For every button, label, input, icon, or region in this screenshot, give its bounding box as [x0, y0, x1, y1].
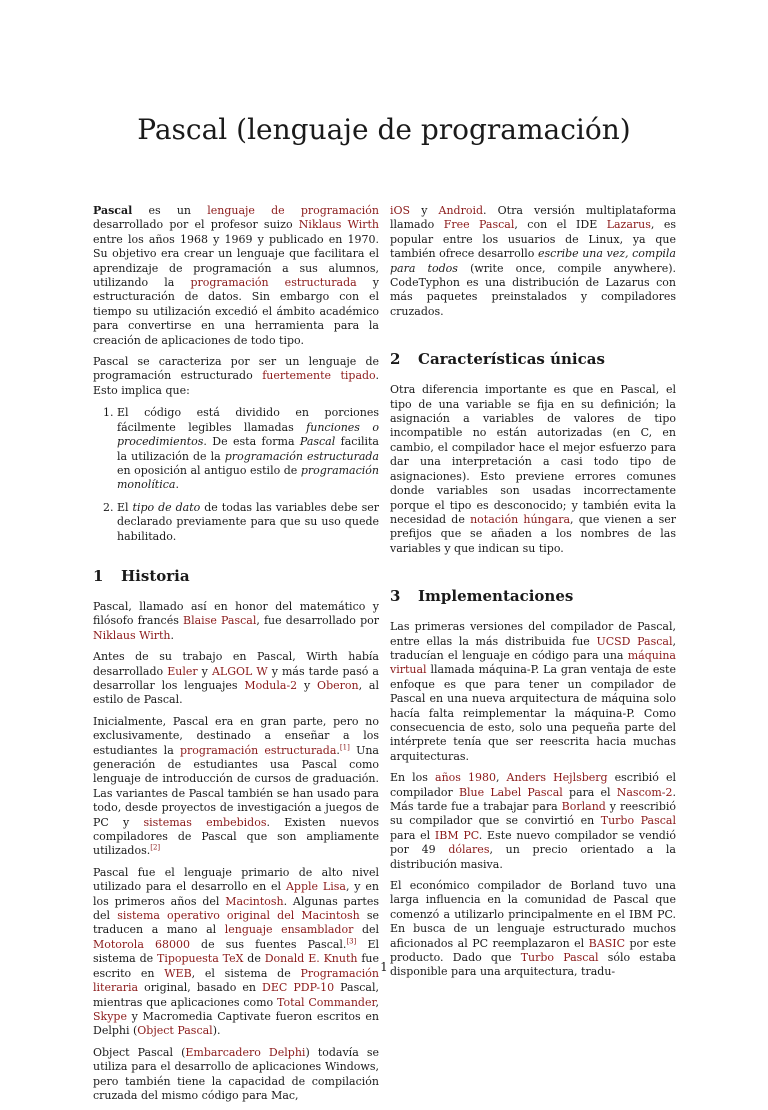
- link-maquina-virtual[interactable]: máquina virtual: [390, 648, 676, 677]
- text-run: y: [297, 678, 318, 692]
- intro-paragraph-2: [93, 355, 379, 398]
- link-euler[interactable]: Euler: [167, 664, 198, 678]
- text-run: fue escrito en: [93, 952, 379, 980]
- text-run: ,: [495, 771, 507, 785]
- text-run: Pascal se caracteriza por ser un lenguaje de programación estructurado: [93, 355, 379, 383]
- section-title: Implementaciones: [418, 587, 574, 606]
- text-run: , al estilo de Pascal.: [93, 678, 379, 707]
- text-run: y más tarde pasó a desarrollar los lenguajes: [93, 664, 379, 692]
- link-skype[interactable]: Skype: [93, 1009, 127, 1023]
- text-run: Otra diferencia importante es que en Pascal, el tipo de una variable se fija en su definición; la asignación a variables de valores de tipo incompatible no están autorizadas (en C, en cambio, el compilador hace el mejor esfuerzo para dar una interpretación a casi todo tipo de asignaciones). Esto previene errores comunes donde variables son usadas incorrectamente porque el tipo es desconocido; y también evita la necesidad de: [390, 383, 676, 526]
- text-run: . Este nuevo compilador se vendió por 49: [390, 828, 676, 857]
- text-run: y reescribió su compilador que se convirtió en: [390, 800, 677, 828]
- link-niklaus-wirth[interactable]: Niklaus Wirth: [93, 628, 171, 642]
- text-run: El sistema de: [93, 937, 379, 966]
- historia-paragraph-4: [93, 866, 379, 1039]
- text-run: para el: [390, 828, 435, 842]
- emphasis: programación monolítica: [117, 463, 379, 492]
- link-apple-lisa[interactable]: Apple Lisa: [285, 880, 346, 894]
- implementaciones-paragraph-1: [390, 620, 676, 764]
- link-object-pascal[interactable]: Object Pascal: [137, 1024, 213, 1038]
- text-run: llamada máquina-P. La gran ventaja de este enfoque es que para tener un compilador de Pascal en una nueva arquitectura de máquina solo hacía falta reimplementar la máquina-P. Como consecuencia de esto, solo una pequeña parte del intérprete tenía que ser reescrita hacia muchas arquitecturas.: [390, 663, 676, 763]
- text-run: y estructuración de datos. Sin embargo con el tiempo su utilización excedió el ámbito académico para convertirse en una herramienta para la creación de aplicaciones de todo tipo.: [93, 276, 379, 347]
- text-run: escribió el compilador: [390, 771, 676, 799]
- section-heading-caracteristicas: [390, 349, 676, 369]
- section-number: 1: [93, 566, 104, 585]
- link-programacion-estructurada[interactable]: programación estructurada: [180, 743, 337, 757]
- text-run: es un: [132, 204, 208, 217]
- text-run: de sus fuentes Pascal.: [189, 937, 347, 951]
- intro-paragraph-1: [93, 204, 379, 348]
- link-ucsd-pascal[interactable]: UCSD Pascal: [596, 634, 673, 648]
- link-sistema-operativo-macintosh[interactable]: sistema operativo original del Macintosh: [117, 909, 360, 923]
- right-column: [390, 204, 676, 987]
- historia-paragraph-2: [93, 650, 379, 708]
- link-lenguaje-de-programacion[interactable]: lenguaje de programación: [207, 204, 379, 217]
- text-run: (write once, compile anywhere). CodeTyphon es una distribución de Lazarus con más paquetes preinstalados y compiladores cruzados.: [390, 261, 677, 318]
- historia-paragraph-1: [93, 600, 379, 643]
- link-motorola-68000[interactable]: Motorola 68000: [93, 937, 190, 951]
- text-run: El económico compilador de Borland tuvo una larga influencia en la comunidad de Pascal que comenzó a utilizarlo principalmente en el IBM PC. En busca de un lenguaje estructurado muchos aficionados al PC reemplazaron el: [390, 879, 676, 950]
- link-programacion-literaria[interactable]: Programación literaria: [93, 966, 379, 995]
- link-lazarus[interactable]: Lazarus: [606, 218, 651, 232]
- text-run: y: [197, 664, 212, 678]
- link-android[interactable]: Android: [438, 204, 484, 217]
- section-title: Características únicas: [418, 350, 605, 369]
- historia-paragraph-5-start: [93, 1046, 379, 1104]
- characteristics-list: [93, 406, 379, 544]
- text-run: facilita la utilización de la: [117, 435, 379, 463]
- section-number: 2: [390, 350, 401, 369]
- link-free-pascal[interactable]: Free Pascal: [443, 218, 515, 232]
- article-subject-term: Pascal: [93, 204, 133, 217]
- page-number: 1: [380, 960, 388, 974]
- citation-ref[interactable]: [1]: [339, 742, 350, 751]
- emphasis: tipo de dato: [132, 500, 201, 514]
- text-run: . Más tarde fue a trabajar para: [390, 785, 677, 813]
- link-tipopuesta-tex[interactable]: Tipopuesta TeX: [156, 952, 244, 966]
- emphasis: funciones o procedimientos: [117, 420, 379, 449]
- text-run: . De esta forma: [203, 435, 300, 449]
- link-borland[interactable]: Borland: [561, 800, 606, 813]
- text-run: .: [175, 478, 179, 492]
- text-run: El código está dividido en porciones fácilmente legibles llamadas: [117, 406, 379, 434]
- text-run: entre los años 1968 y 1969 y publicado en 1970. Su objetivo era crear un lenguaje que facilitara el aprendizaje de programación a sus alumnos, utilizando la: [93, 232, 379, 290]
- emphasis: Pascal: [299, 435, 336, 449]
- text-run: Inicialmente, Pascal era en gran parte, pero no exclusivamente, destinado a enseñar a los estudiantes la: [93, 714, 379, 757]
- text-run: . Esto implica que:: [93, 369, 379, 397]
- text-run: Antes de su trabajo en Pascal, Wirth había desarrollado: [93, 650, 379, 678]
- list-item: [117, 406, 379, 492]
- text-run: , y en los primeros años del: [93, 880, 379, 908]
- emphasis: escribe una vez, compila para todos: [390, 247, 676, 275]
- text-run: sólo estaba disponible para una arquitectura, tradu-: [390, 951, 676, 979]
- link-notacion-hungara[interactable]: notación húngara: [470, 512, 571, 526]
- link-algol-w[interactable]: ALGOL W: [211, 664, 268, 678]
- text-run: Pascal, mientras que aplicaciones como: [93, 981, 379, 1009]
- text-run: , el sistema de: [191, 966, 301, 980]
- page-title: Pascal (lenguaje de programación): [137, 113, 631, 146]
- text-run: en oposición al antiguo estilo de: [117, 463, 301, 477]
- link-programacion-estructurada[interactable]: programación estructurada: [190, 276, 357, 290]
- section-heading-historia: [93, 566, 379, 586]
- text-run: Las primeras versiones del compilador de Pascal, entre ellas la más distribuida fue: [390, 620, 676, 648]
- link-donald-knuth[interactable]: Donald E. Knuth: [264, 952, 358, 966]
- text-run: . Otra versión multiplataforma llamado: [390, 204, 676, 232]
- text-run: para el: [562, 785, 617, 799]
- citation-ref[interactable]: [3]: [346, 937, 357, 946]
- text-run: , traducían el lenguaje en código para una: [390, 634, 676, 662]
- section-number: 3: [390, 587, 401, 606]
- section-heading-implementaciones: [390, 586, 676, 606]
- link-turbo-pascal[interactable]: Turbo Pascal: [520, 951, 599, 965]
- text-run: Pascal, llamado así en honor del matemático y filósofo francés: [93, 599, 379, 628]
- text-run: de: [243, 952, 265, 966]
- link-web[interactable]: WEB: [164, 966, 192, 980]
- text-run: . Existen nuevos compiladores de Pascal que son ampliamente utilizados.: [93, 815, 379, 858]
- link-blaise-pascal[interactable]: Blaise Pascal: [183, 614, 257, 628]
- link-anders-hejlsberg[interactable]: Anders Hejlsberg: [506, 771, 608, 785]
- link-basic[interactable]: BASIC: [588, 936, 625, 950]
- link-dolares[interactable]: dólares: [448, 843, 490, 857]
- link-oberon[interactable]: Oberon: [317, 678, 359, 692]
- text-run: y: [410, 204, 439, 217]
- text-run: Una generación de estudiantes usa Pascal como lenguaje de introducción de cursos de graduación. Las variantes de Pascal también se han usado para todo, desde proyectos de investigación a juegos de PC y: [93, 743, 379, 829]
- text-run: , un precio orientado a la distribución masiva.: [390, 843, 676, 871]
- historia-paragraph-3: [93, 715, 379, 859]
- text-run: de todas las variables debe ser declarado previamente para que su uso quede habilitado.: [117, 500, 380, 543]
- text-run: del: [353, 923, 380, 937]
- text-run: El: [117, 500, 133, 514]
- link-anos-1980[interactable]: años 1980: [435, 771, 496, 785]
- text-run: desarrollado por el profesor suizo: [93, 218, 299, 232]
- text-run: ) todavía se utiliza para el desarrollo de aplicaciones Windows, pero también tiene la capacidad de compilación cruzada del mismo código para Mac,: [93, 1045, 379, 1102]
- text-run: se traducen a mano al: [93, 909, 379, 937]
- left-column: [93, 204, 379, 1110]
- text-run: , que vienen a ser prefijos que se añaden a los nombres de las variables y que indican su tipo.: [390, 512, 676, 555]
- link-dec-pdp-10[interactable]: DEC PDP-10: [262, 981, 335, 995]
- text-run: Pascal fue el lenguaje primario de alto nivel utilizado para el desarrollo en el: [93, 865, 379, 894]
- text-run: , fue desarrollado por: [256, 614, 379, 628]
- link-fuertemente-tipado[interactable]: fuertemente tipado: [262, 369, 376, 383]
- text-run: ).: [212, 1024, 221, 1038]
- link-total-commander[interactable]: Total Commander: [276, 995, 376, 1009]
- text-run: por este producto. Dado que: [390, 936, 676, 965]
- link-sistemas-embebidos[interactable]: sistemas embebidos: [143, 815, 267, 829]
- text-run: .: [336, 743, 340, 757]
- link-ibm-pc[interactable]: IBM PC: [434, 828, 479, 842]
- link-nascom-2[interactable]: Nascom-2: [616, 785, 673, 799]
- text-run: , con el IDE: [514, 218, 607, 232]
- link-turbo-pascal[interactable]: Turbo Pascal: [600, 814, 676, 828]
- caracteristicas-paragraph-1: [390, 383, 676, 556]
- implementaciones-paragraph-2: [390, 771, 676, 872]
- link-lenguaje-ensamblador[interactable]: lenguaje ensamblador: [224, 923, 354, 937]
- text-run: , es popular entre los usuarios de Linux, ya que también ofrece desarrollo: [390, 218, 676, 261]
- link-macintosh[interactable]: Macintosh: [225, 894, 284, 908]
- list-item: [117, 501, 379, 544]
- text-run: En los: [390, 771, 436, 785]
- emphasis: programación estructurada: [224, 449, 379, 463]
- link-modula-2[interactable]: Modula-2: [244, 678, 298, 692]
- text-run: Object Pascal (: [93, 1045, 186, 1059]
- historia-paragraph-5: [390, 204, 676, 319]
- link-blue-label-pascal[interactable]: Blue Label Pascal: [458, 785, 563, 799]
- text-run: . Algunas partes del: [93, 894, 379, 923]
- link-niklaus-wirth[interactable]: Niklaus Wirth: [298, 218, 380, 232]
- link-embarcadero-delphi[interactable]: Embarcadero Delphi: [185, 1045, 306, 1059]
- section-title: Historia: [121, 566, 190, 585]
- text-run: .: [170, 628, 175, 642]
- link-ios[interactable]: iOS: [390, 204, 411, 217]
- text-run: ,: [375, 995, 380, 1009]
- text-run: original, basado en: [138, 981, 263, 995]
- citation-ref[interactable]: [2]: [150, 843, 161, 852]
- text-run: y Macromedia Captivate fueron escritos en Delphi (: [93, 1009, 379, 1038]
